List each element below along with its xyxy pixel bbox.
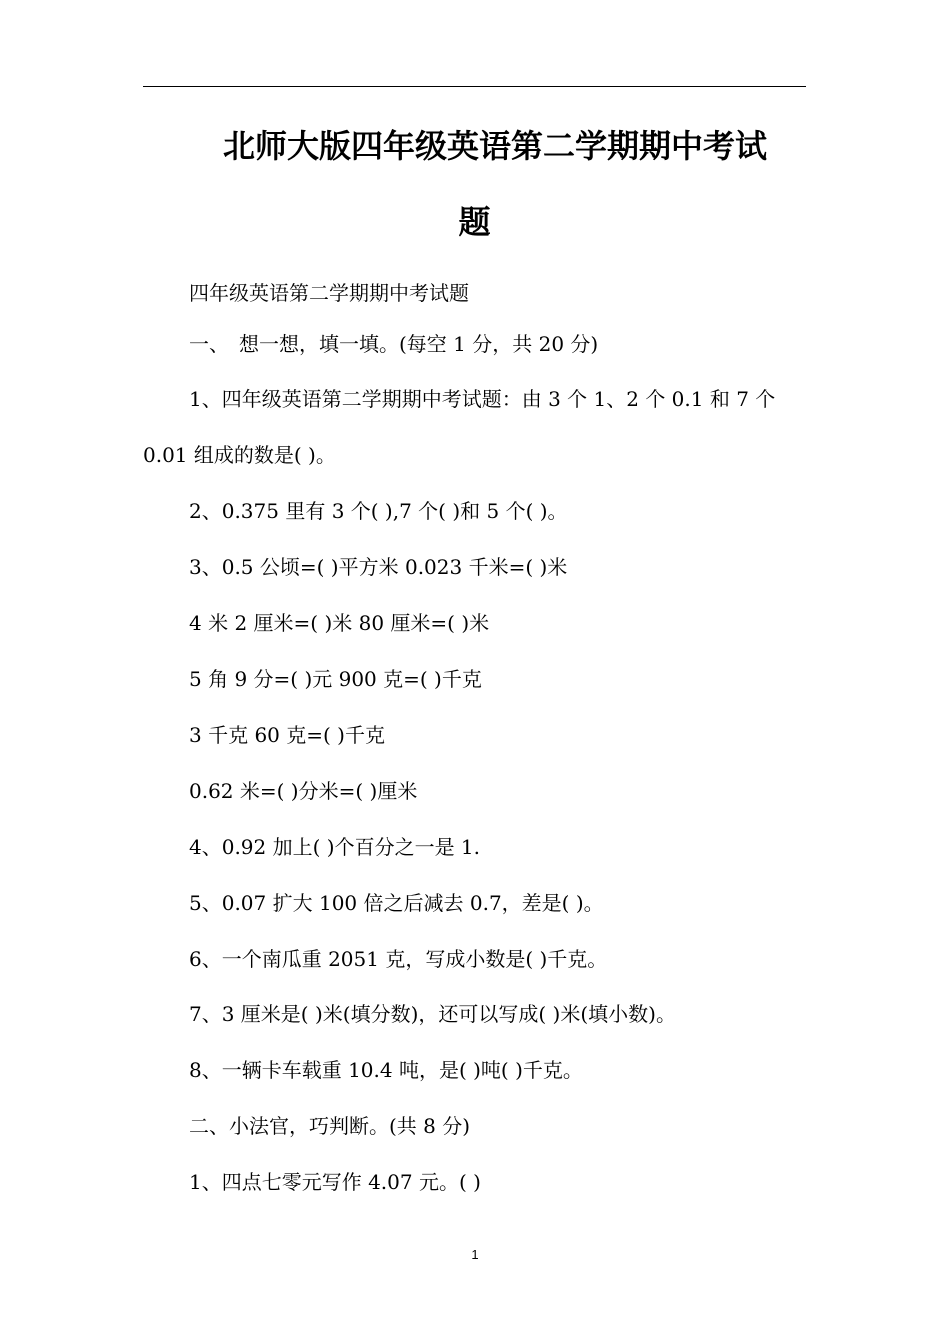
section2-heading: 二、小法官，巧判断。(共 8 分): [189, 1114, 471, 1138]
question-7: 7、3 厘米是( )米(填分数)，还可以写成( )米(填小数)。: [189, 1002, 676, 1026]
question-3-line2: 4 米 2 厘米=( )米 80 厘米=( )米: [189, 611, 490, 635]
section1-heading: 一、 想一想，填一填。(每空 1 分，共 20 分): [189, 332, 599, 356]
question-3-line5: 0.62 米=( )分米=( )厘米: [189, 779, 418, 803]
document-title-line1: 北师大版四年级英语第二学期期中考试: [223, 127, 768, 165]
header-rule: [143, 86, 806, 87]
section2-question-1: 1、四点七零元写作 4.07 元。( ): [189, 1170, 481, 1194]
question-8: 8、一辆卡车载重 10.4 吨，是( )吨( )千克。: [189, 1058, 583, 1082]
question-2: 2、0.375 里有 3 个( ),7 个( )和 5 个( )。: [189, 499, 568, 523]
question-3-line3: 5 角 9 分=( )元 900 克=( )千克: [189, 667, 482, 691]
document-subtitle: 四年级英语第二学期期中考试题: [189, 281, 469, 305]
question-6: 6、一个南瓜重 2051 克，写成小数是( )千克。: [189, 947, 608, 971]
page-number: 1: [471, 1247, 479, 1262]
question-3-line1: 3、0.5 公顷=( )平方米 0.023 千米=( )米: [189, 555, 568, 579]
question-4: 4、0.92 加上( )个百分之一是 1.: [189, 835, 481, 859]
question-3-line4: 3 千克 60 克=( )千克: [189, 723, 385, 747]
question-1-line1: 1、四年级英语第二学期期中考试题：由 3 个 1、2 个 0.1 和 7 个: [189, 387, 776, 411]
question-5: 5、0.07 扩大 100 倍之后减去 0.7，差是( )。: [189, 891, 604, 915]
document-title-line2: 题: [458, 203, 491, 241]
question-1-line2: 0.01 组成的数是( )。: [143, 443, 336, 467]
